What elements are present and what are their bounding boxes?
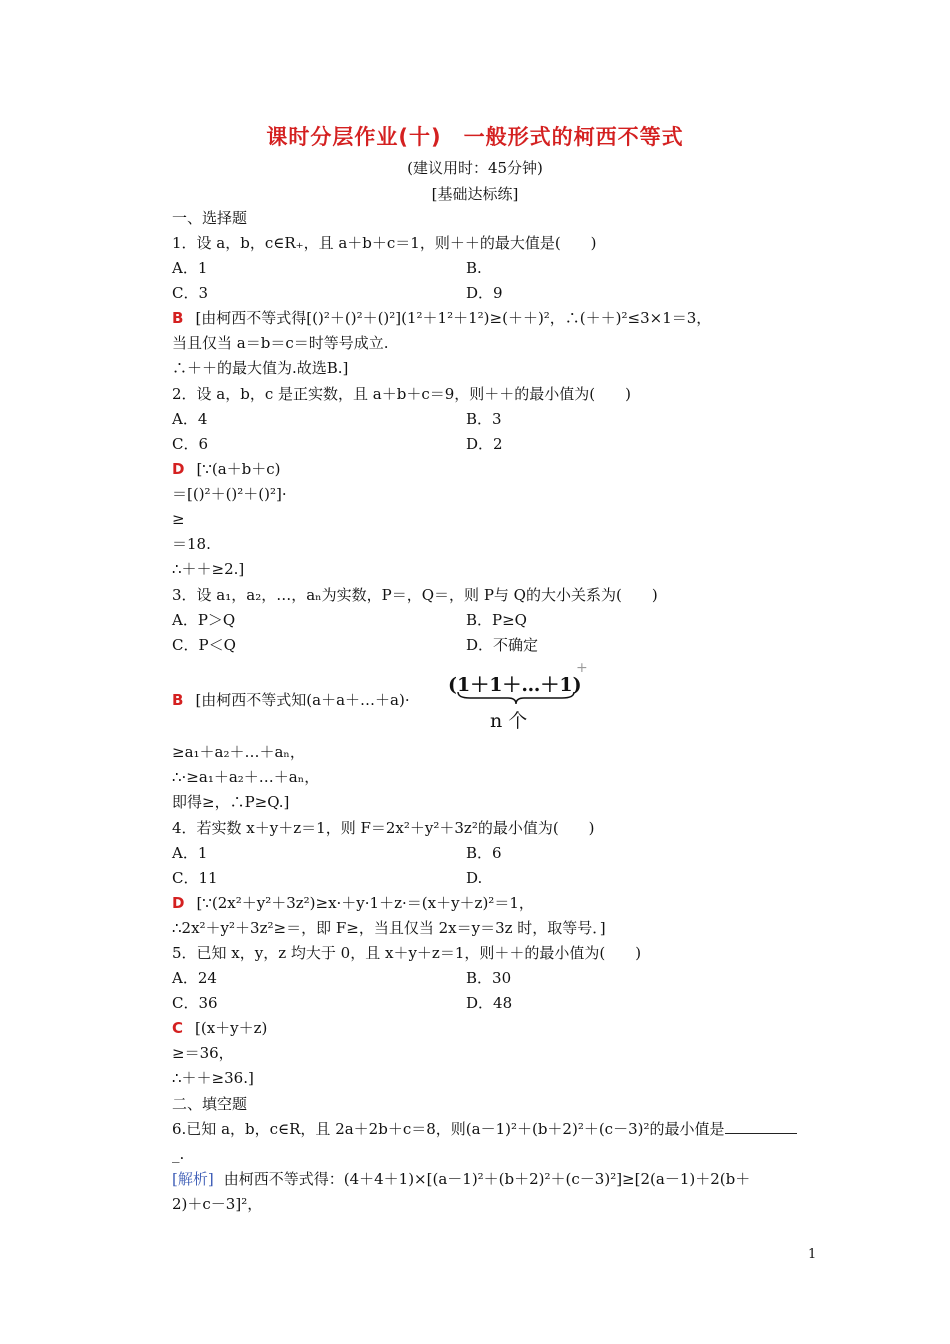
q3-answer: B (172, 691, 184, 709)
q3-option-b: B．P≥Q (466, 611, 527, 629)
q5-option-d: D．48 (466, 994, 513, 1012)
time-hint: (建议用时：45分钟) (407, 159, 543, 177)
q2-answer: D (172, 460, 185, 478)
q2-solution-2: ＝[()²＋()²＋()²]· (172, 485, 287, 503)
q5-solution-1: C [(x＋y＋z) (172, 1019, 268, 1037)
q2-option-c: C．6 (172, 435, 209, 453)
q4-solution-1: D [∵(2x²＋y²＋3z²)≥x·＋y·1＋z·＝(x＋y＋z)²＝1， (172, 894, 534, 912)
q4-option-d: D. (466, 869, 483, 887)
q5-answer: C (172, 1019, 184, 1037)
q5-stem: 5．已知 x，y，z 均大于 0，且 x＋y＋z＝1，则＋＋的最小值为( ) (172, 944, 642, 962)
q6-stem-tail: _. (172, 1145, 185, 1163)
q2-stem: 2．设 a，b，c 是正实数，且 a＋b＋c＝9，则＋＋的最小值为( ) (172, 385, 631, 403)
q2-solution-1: D [∵(a＋b＋c) (172, 460, 281, 478)
q4-option-b: B．6 (466, 844, 502, 862)
page-number: 1 (808, 1247, 817, 1262)
q2-solution-3: ≥ (172, 510, 185, 528)
q3-solution-3: ∴·≥a₁＋a₂＋…＋aₙ， (172, 768, 320, 786)
q3-option-c: C．P＜Q (172, 636, 236, 654)
q1-solution-3: ∴＋＋的最大值为.故选B.] (172, 359, 349, 377)
q1-option-c: C．3 (172, 284, 209, 302)
q5-solution-3: ∴＋＋≥36.] (172, 1069, 254, 1087)
q3-solution-1: B [由柯西不等式知(a＋a＋…＋a)· (172, 691, 410, 709)
q2-solution-5: ∴＋＋≥2.] (172, 560, 245, 578)
q4-option-a: A．1 (172, 844, 208, 862)
q2-option-b: B．3 (466, 410, 502, 428)
underbrace-sum: (1＋1＋…＋1) (448, 674, 582, 696)
q1-solution-2: 当且仅当 a＝b＝c＝时等号成立. (172, 334, 389, 352)
q6-analysis-1: [解析] 由柯西不等式得：(4＋4＋1)×[(a－1)²＋(b＋2)²＋(c－3)²]≥[2(a－1)＋2(b＋ (172, 1170, 751, 1188)
q3-solution-4: 即得≥，∴P≥Q.] (172, 793, 290, 811)
q4-solution-2: ∴2x²＋y²＋3z²≥＝，即 F≥，当且仅当 2x＝y＝3z 时，取等号．] (172, 919, 606, 937)
section-choice: 一、选择题 (172, 209, 248, 227)
q1-stem: 1．设 a，b，c∈R₊，且 a＋b＋c＝1，则＋＋的最大值是( ) (172, 234, 597, 252)
q3-option-a: A．P＞Q (172, 611, 236, 629)
q2-solution-4: ＝18. (172, 535, 211, 553)
underbrace-superscript: + (576, 660, 588, 676)
underbrace-formula (448, 660, 588, 734)
underbrace-count: n 个 (490, 710, 528, 732)
underbrace-icon (456, 690, 576, 706)
q5-option-b: B．30 (466, 969, 512, 987)
q4-option-c: C．11 (172, 869, 218, 887)
q1-option-a: A．1 (172, 259, 208, 277)
q2-option-d: D．2 (466, 435, 503, 453)
q3-stem: 3．设 a₁，a₂，…，aₙ为实数，P＝，Q＝，则 P与 Q的大小关系为( ) (172, 586, 658, 604)
q6-analysis-2: 2)＋c－3]²， (172, 1195, 263, 1213)
q5-option-a: A．24 (172, 969, 217, 987)
q4-answer: D (172, 894, 185, 912)
q1-option-b: B. (466, 259, 482, 277)
q2-option-a: A．4 (172, 410, 208, 428)
q1-option-d: D．9 (466, 284, 503, 302)
level-label: [基础达标练] (431, 185, 519, 203)
q1-solution-1: B [由柯西不等式得[()²＋()²＋()²](1²＋1²＋1²)≥(＋＋)²，∴(＋＋)²≤3×1＝3， (172, 309, 712, 327)
page-title: 课时分层作业(十) 一般形式的柯西不等式 (266, 125, 684, 149)
analysis-label: [解析] (172, 1170, 214, 1188)
q6-stem: 6.已知 a，b，c∈R，且 2a＋2b＋c＝8，则(a－1)²＋(b＋2)²＋(c－3)²的最小值是 (172, 1119, 797, 1139)
q3-option-d: D．不确定 (466, 636, 539, 654)
answer-blank[interactable] (725, 1119, 797, 1134)
q5-option-c: C．36 (172, 994, 218, 1012)
section-fill: 二、填空题 (172, 1095, 248, 1113)
q1-answer: B (172, 309, 184, 327)
q4-stem: 4．若实数 x＋y＋z＝1，则 F＝2x²＋y²＋3z²的最小值为( ) (172, 819, 595, 837)
q3-solution-2: ≥a₁＋a₂＋…＋aₙ， (172, 743, 305, 761)
q5-solution-2: ≥＝36， (172, 1044, 234, 1062)
